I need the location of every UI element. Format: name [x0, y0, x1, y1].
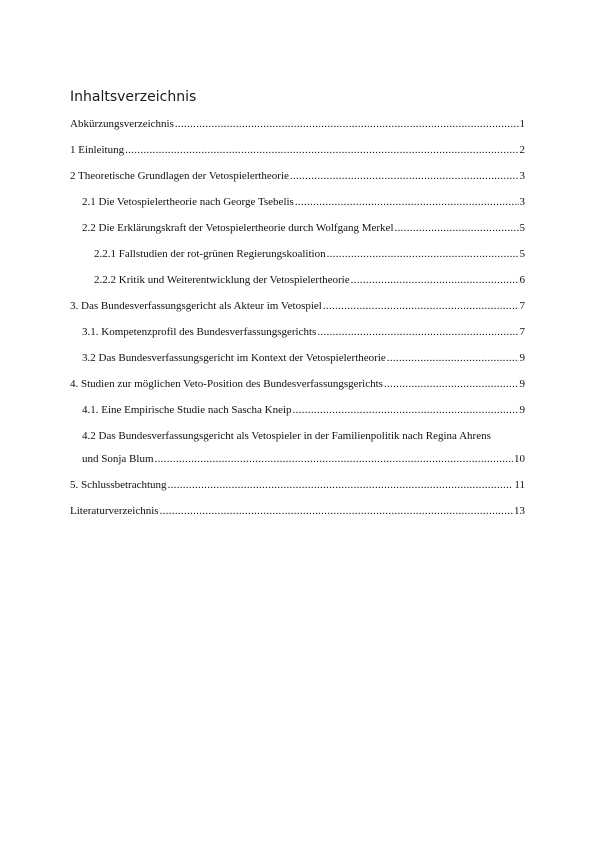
toc-entry-page: 11	[514, 479, 525, 491]
dot-leader	[295, 194, 519, 210]
toc-entry-label: 2.1 Die Vetospielertheorie nach George Tsebelis	[82, 196, 294, 208]
toc-entry-page: 9	[519, 404, 525, 416]
toc-entry-page: 5	[519, 222, 525, 234]
toc-entry-page: 5	[519, 248, 525, 260]
dot-leader	[395, 220, 519, 236]
dot-leader	[168, 477, 514, 493]
dot-leader	[327, 246, 519, 262]
dot-leader	[323, 298, 519, 314]
toc-heading: Inhaltsverzeichnis	[70, 89, 197, 105]
toc-entry[interactable]	[82, 402, 525, 418]
toc-entry[interactable]	[70, 168, 525, 184]
toc-entry-label: 3. Das Bundesverfassungsgericht als Akteur im Vetospiel	[70, 300, 322, 312]
toc-entry[interactable]	[82, 324, 525, 340]
toc-entry-label: 5. Schlussbetrachtung	[70, 479, 167, 491]
toc-entry-label: 1 Einleitung	[70, 144, 125, 156]
toc-entry[interactable]	[82, 451, 525, 467]
toc-entry-page: 6	[519, 274, 525, 286]
toc-entry-label: 2 Theoretische Grundlagen der Vetospielertheorie	[70, 170, 289, 182]
toc-entry-label: 4.1. Eine Empirische Studie nach Sascha Kneip	[82, 404, 292, 416]
toc-entry-label: Literaturverzeichnis	[70, 505, 159, 517]
toc-entry-label: 2.2.2 Kritik und Weiterentwicklung der Vetospielertheorie	[94, 274, 350, 286]
toc-entry[interactable]	[82, 220, 525, 236]
dot-leader	[290, 168, 519, 184]
toc-entry-page: 1	[519, 118, 525, 130]
toc-entry[interactable]	[70, 503, 525, 519]
dot-leader	[125, 142, 518, 158]
toc-entry-page: 9	[519, 352, 525, 364]
toc-entry-page: 7	[519, 326, 525, 338]
toc-entry-label: 2.2 Die Erklärungskraft der Vetospielertheorie durch Wolfgang Merkel	[82, 222, 394, 234]
dot-leader	[384, 376, 519, 392]
toc-entry-page: 2	[519, 144, 525, 156]
toc-entry[interactable]	[70, 477, 525, 493]
toc-entry[interactable]	[70, 142, 525, 158]
dot-leader	[160, 503, 513, 519]
toc-entry-page: 9	[519, 378, 525, 390]
toc-entry-page: 10	[514, 453, 525, 465]
toc-entry[interactable]	[82, 194, 525, 210]
toc-entry-label: 4. Studien zur möglichen Veto-Position des Bundesverfassungsgerichts	[70, 378, 383, 390]
dot-leader	[351, 272, 519, 288]
toc-entry-line1[interactable]: 4.2 Das Bundesverfassungsgericht als Vetospieler in der Familienpolitik nach Regina Ahrens	[82, 430, 491, 442]
dot-leader	[175, 116, 519, 132]
toc-entry[interactable]	[94, 272, 525, 288]
toc-entry[interactable]	[70, 116, 525, 132]
dot-leader	[387, 350, 519, 366]
toc-entry[interactable]	[94, 246, 525, 262]
dot-leader	[317, 324, 518, 340]
toc-entry[interactable]	[70, 376, 525, 392]
dot-leader	[155, 451, 513, 467]
toc-entry-label: Abkürzungsverzeichnis	[70, 118, 174, 130]
toc-entry-label: und Sonja Blum	[82, 453, 154, 465]
toc-entry-page: 7	[519, 300, 525, 312]
toc-entry-label: 3.2 Das Bundesverfassungsgericht im Kontext der Vetospielertheorie	[82, 352, 386, 364]
toc-entry-page: 3	[519, 170, 525, 182]
toc-entry-label: 2.2.1 Fallstudien der rot-grünen Regierungskoalition	[94, 248, 326, 260]
dot-leader	[293, 402, 519, 418]
toc-entry[interactable]	[82, 350, 525, 366]
toc-entry-page: 13	[514, 505, 525, 517]
toc-entry[interactable]	[70, 298, 525, 314]
toc-entry-label: 3.1. Kompetenzprofil des Bundesverfassungsgerichts	[82, 326, 317, 338]
toc-entry-page: 3	[519, 196, 525, 208]
